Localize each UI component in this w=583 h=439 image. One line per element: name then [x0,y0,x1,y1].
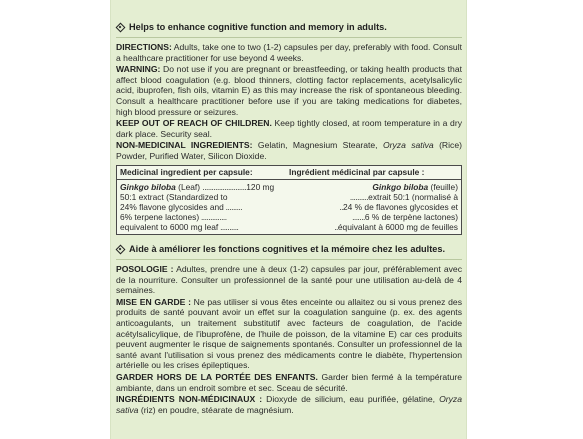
oryza-sativa-text: Oryza sativa [382,140,434,151]
table-row [289,212,458,222]
non-medicinal-text: Gelatin, Magnesium Stearate, [252,140,383,151]
label-panel [110,0,467,439]
table-row [120,222,289,232]
french-heading-text: Aide à améliorer les fonctions cognitives et la mémoire chez les adultes. [129,244,446,254]
french-section [111,243,466,416]
warning-text: Do not use if you are pregnant or breastfeeding, or taking health products that affect blood coagulation (e.g. blood thinners, clotting factor replacements, acetylsalicylic acid, ibuprofen, fish oils, vitamin E) as this may increase the risk of spontaneous bleeding. Consult a healthcare practitioner before use if you are taking medications for diabetes, high blood pressure or seizures. [116,64,462,117]
dot-leader: .......... [349,191,369,202]
posologie-paragraph [116,264,462,296]
ingredient-table-body [117,180,461,234]
table-row [289,222,458,232]
feuille-text: (feuille) [428,181,458,192]
mise-en-garde-text: Ne pas utiliser si vous êtes enceinte ou allaitez ou si vous prenez des produits de santé pouvant avoir un effet sur la coagulation sanguine (p. ex. des agents anticoagulants, un traitement substitutif avec facteurs de coagulation, de l'acide acétylsalicylique, de l'ibuprofène, de l'huile de poisson, de la vitamine E) car ces produits peuvent augmenter le risque de saignements spontanés. Consulter un professionnel de la santé avant l'utilisation si vous prenez des médicaments contre le diabète, l'hypertension artérielle ou les crises épileptiques. [116,296,462,371]
table-header-french: Ingrédient médicinal par capsule : [289,166,425,177]
keep-out-label: KEEP OUT OF REACH OF CHILDREN. [116,118,272,129]
table-row [120,182,289,192]
english-heading-text: Helps to enhance cognitive function and memory in adults. [129,22,387,32]
table-row [120,212,289,222]
equivalant-text: équivalant à 6000 mg de feuilles [337,222,458,233]
table-column-french [289,182,458,233]
directions-text: Adults, take one to two (1-2) capsules per day, preferably with food. Consult a healthcare practitioner for use beyond 4 weeks. [116,42,462,63]
ingredient-table-header [117,166,461,180]
posologie-text: Adultes, prendre une à deux (1-2) capsules par jour, préférablement avec de la nourriture. Consulter un professionnel de la santé pour une utilisation au-delà de 4 semaines. [116,264,462,296]
non-medicinal-paragraph [116,140,462,161]
dot-leader: .............. [199,212,227,223]
divider [116,37,462,38]
ingredient-table [116,165,462,235]
diamond-bullet-icon [116,245,124,253]
ginkgo-name-fr: Ginkgo biloba [372,181,429,192]
dot-leader: ....... [352,212,365,223]
table-row: 50:1 extract (Standardized to [120,191,228,202]
extrait-text: extrait 50:1 (normalisé à [368,191,458,202]
garder-paragraph [116,372,462,393]
leaf-text: (Leaf) [175,181,203,192]
garder-label: GARDER HORS DE LA PORTÉE DES ENFANTS. [116,371,318,382]
english-heading [116,21,462,33]
table-row [289,182,458,192]
ingredients-non-medicinaux-paragraph [116,394,462,415]
non-medicinal-label: NON-MEDICINAL INGREDIENTS: [116,140,253,151]
oryza-sativa-fr-text: Oryza sativa [116,394,463,415]
amount-text: 120 mg [246,181,275,192]
french-heading [116,243,462,255]
ginkgo-name: Ginkgo biloba [120,181,176,192]
ingredients-text-end: (riz) en poudre, stéarate de magnésium. [138,404,294,415]
keep-out-text: Keep tightly closed, at room temperature in a dry dark place. Security seal. [116,118,462,139]
ingredients-text: Dioxyde de silicium, eau purifiée, gélatine, [262,394,440,405]
table-header-english: Medicinal ingredient per capsule: [120,166,253,177]
posologie-label: POSOLOGIE : [116,264,174,274]
dot-leader: .......... [218,222,239,233]
divider [116,259,462,260]
warning-label: WARNING: [116,64,161,75]
diamond-bullet-icon [116,23,124,31]
table-row [120,202,289,212]
directions-paragraph [116,42,462,63]
terpene-text: 6% terpene lactones) [120,212,200,223]
table-row [289,202,458,212]
terpene-fr-text: 6 % de terpène lactones) [364,212,458,223]
directions-label: DIRECTIONS: [116,42,172,52]
table-column-english [120,182,289,233]
flavone-text: 24% flavone glycosides and [120,201,224,212]
keep-out-paragraph [116,118,462,139]
equivalent-text: equivalent to 6000 mg leaf [120,222,219,233]
ingredients-non-medicinaux-label: INGRÉDIENTS NON-MÉDICINAUX : [116,394,263,405]
dot-leader: ......... [223,201,243,212]
flavones-text: 24 % de flavones glycosides et [343,201,458,212]
dot-leader: .. [334,222,338,233]
english-section [111,21,466,239]
dot-leader: ........................ [202,181,247,192]
warning-paragraph [116,64,462,117]
dot-leader: .. [339,201,343,212]
mise-en-garde-paragraph [116,297,462,371]
table-row [289,192,458,202]
mise-en-garde-label: MISE EN GARDE : [116,296,191,307]
garder-text: Garder bien fermé à la température ambiante, dans un endroit sombre et sec. Sceau de sécurité. [116,371,462,393]
non-medicinal-text-end: (Rice) Powder, Purified Water, Silicon Dioxide. [116,140,462,161]
